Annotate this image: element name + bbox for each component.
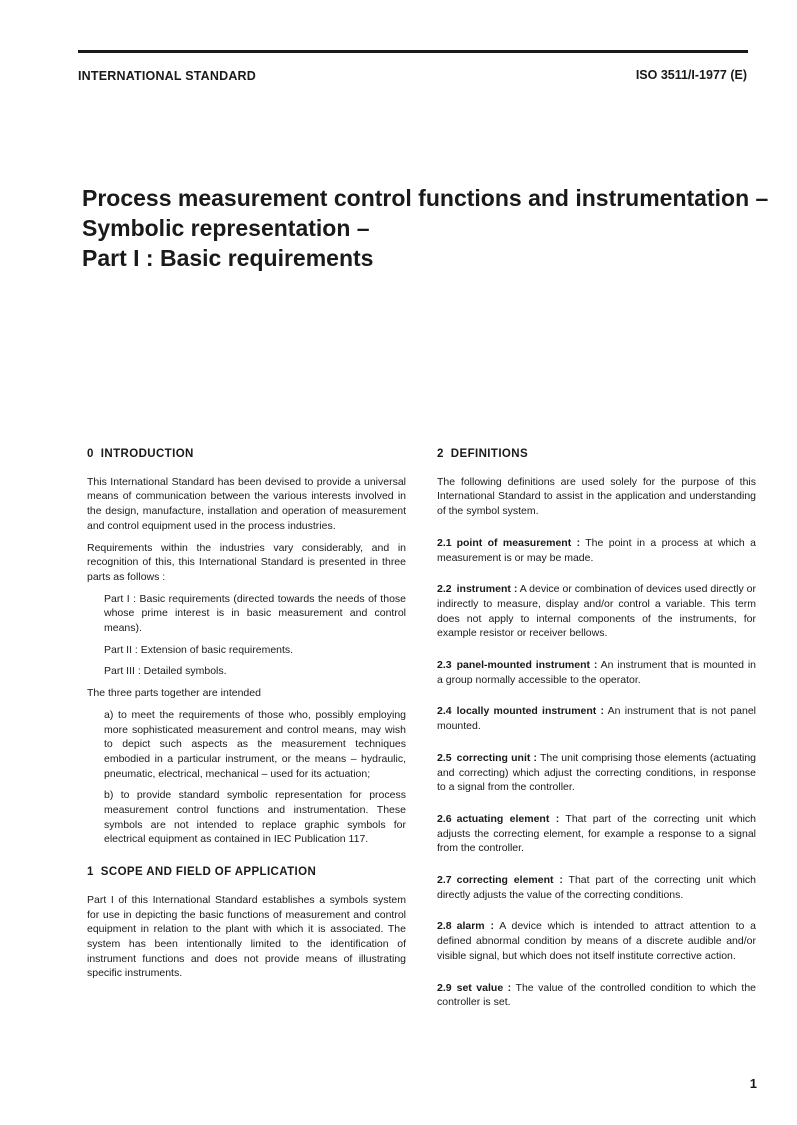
document-title [82,183,772,273]
section-title: INTRODUCTION [100,448,194,460]
definition-item [437,981,756,1010]
intro-part-2: Part II : Extension of basic requirements. [104,643,294,656]
definition-term: actuating element : [456,812,560,825]
definition-term: alarm : [456,920,494,933]
left-column [87,447,406,988]
definition-item [437,582,756,641]
definition-text: An instrument that is not panel mounted. [437,705,756,733]
definition-term: set value : [456,981,512,994]
section-title: SCOPE AND FIELD OF APPLICATION [100,866,317,879]
definition-item [437,873,756,902]
definition-text: The unit comprising those elements (actuating and correcting) which adjust the correcting conditions, in response to a signal from the controller. [437,751,757,794]
definition-term: locally mounted instrument : [456,705,605,718]
definition-number: 2.3 [437,659,452,672]
definition-text: The value of the controlled condition to which the controller is set. [437,981,757,1009]
title-line-2: Symbolic representation – [82,215,370,241]
definition-number: 2.4 [437,705,452,718]
definition-item [437,919,756,963]
intro-paragraph-2: Requirements within the industries vary considerably, and in recognition of this, this International Standard is presented in three parts as follows : [87,541,406,583]
definition-text: That part of the correcting unit which adjusts the correcting element, for example a response to a signal from the controller. [437,812,756,855]
definition-text: The point in a process at which a measurement is or may be made. [437,536,756,564]
definition-number: 2.9 [437,981,452,994]
intro-paragraph-1: This International Standard has been devised to provide a universal means of communication between the various interests involved in the design, manufacture, installation and operation of measurement and control equipment used in the process industries. [87,475,406,532]
definition-number: 2.5 [437,751,452,764]
definition-text: That part of the correcting unit which directly adjusts the value of the correcting conditions. [437,874,756,901]
section-number: 0 [87,448,94,460]
right-column [437,447,756,1027]
intro-item-a: a) to meet the requirements of those who, possibly employing more sophisticated measurement and control means, may wish to depict such aspects as the measurement techniques embodied in a particular instrument, or the means – hydraulic, pneumatic, electrical, mechanical – used for its actuation; [104,708,406,780]
definitions-intro: The following definitions are used solely for the purpose of this International Standard to assist in the application and understanding of the symbol system. [437,475,756,518]
definition-number: 2.2 [437,583,452,596]
definition-number: 2.7 [437,874,452,887]
definition-number: 2.1 [437,536,452,549]
definition-item [437,812,756,856]
definitions-heading [437,447,756,462]
definition-term: correcting unit : [456,751,538,764]
top-rule [78,50,748,53]
scope-paragraph: Part I of this International Standard establishes a symbols system for use in depicting the basic functions of measurement and control equipment in relation to the plant with which it is associated. The system has been intentionally limited to the identification of instrument functions and does not provide means of illustrating specific instruments. [87,893,406,980]
definition-text: An instrument that is mounted in a group normally accessible to the operator. [437,659,756,686]
definition-term: panel-mounted instrument : [456,659,598,672]
intro-paragraph-3: The three parts together are intended [87,687,261,700]
section-number: 1 [87,866,94,879]
definition-term: instrument : [456,583,518,596]
intro-part-3: Part III : Detailed symbols. [104,665,227,678]
definition-item [437,536,756,565]
section-number: 2 [437,448,444,460]
definition-item [437,704,756,733]
page-number: 1 [749,1076,757,1091]
header-standard-label: INTERNATIONAL STANDARD [78,69,257,83]
scope-heading [87,865,406,880]
title-line-3: Part I : Basic requirements [82,245,374,271]
definition-text: A device or combination of devices used directly or indirectly to measure, display and/or control a variable. This term does not apply to internal components of the instruments, for example resistor or receiver bellows. [437,583,757,640]
definition-number: 2.8 [437,920,452,933]
section-title: DEFINITIONS [450,448,529,460]
definition-term: point of measurement : [456,536,581,549]
intro-part-1: Part I : Basic requirements (directed towards the needs of those whose prime interest is in basic measurement and control means). [104,592,406,635]
definition-text: A device which is intended to attract attention to a defined abnormal condition by means of a discrete audible and/or visible signal, but which does not itself institute corrective action. [437,920,757,962]
definition-term: correcting element : [456,874,563,887]
definition-number: 2.6 [437,812,452,825]
definition-item [437,751,756,795]
intro-item-b: b) to provide standard symbolic representation for process measurement control functions and instrumentation. These symbols are not intended to replace graphic symbols for electrical equipment as contained in IEC Publication 117. [104,789,406,846]
introduction-heading [87,447,406,462]
header-document-number: ISO 3511/I-1977 (E) [635,68,747,82]
definition-item [437,658,756,687]
title-line-1: Process measurement control functions and instrumentation – [82,185,769,211]
